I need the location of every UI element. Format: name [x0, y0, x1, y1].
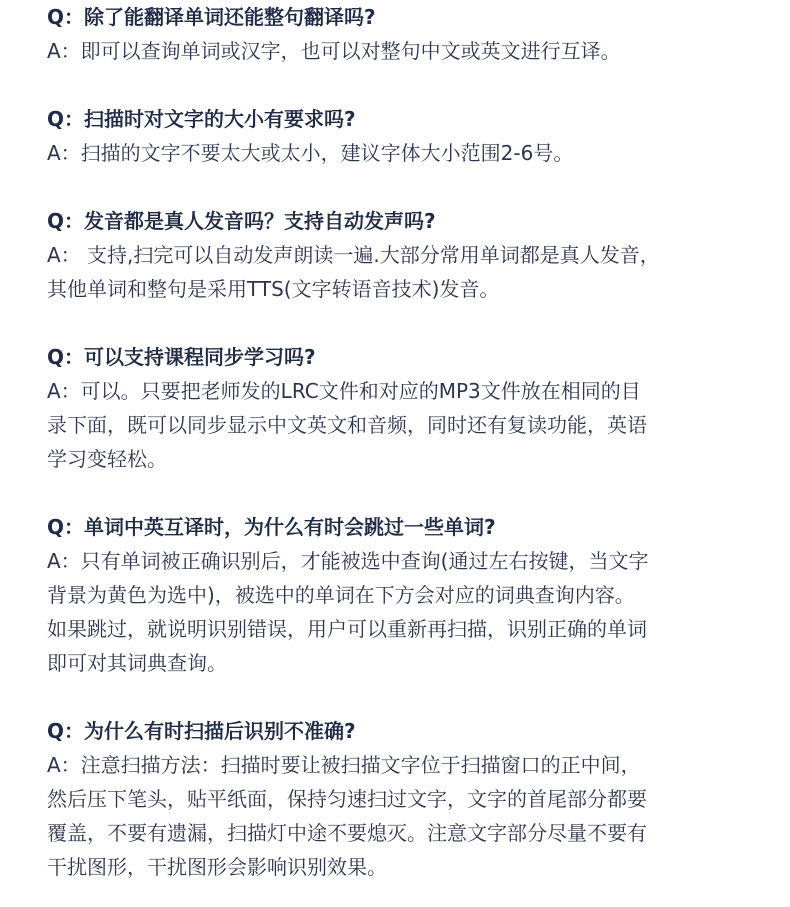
faq-answer-line: A： 支持,扫完可以自动发声朗读一遍.大部分常用单词都是真人发音， [47, 243, 660, 267]
faq-answer-line: 即可对其词典查询。 [47, 651, 227, 675]
faq-answer-line: A：即可以查询单词或汉字，也可以对整句中文或英文进行互译。 [47, 39, 621, 63]
faq-answer-line: A：扫描的文字不要太大或太小，建议字体大小范围2-6号。 [47, 141, 574, 165]
faq-answer-line: 覆盖，不要有遗漏，扫描灯中途不要熄灭。注意文字部分尽量不要有 [47, 821, 647, 845]
faq-question: Q：可以支持课程同步学习吗? [47, 345, 316, 369]
faq-answer-line: A：只有单词被正确识别后，才能被选中查询(通过左右按键，当文字 [47, 549, 649, 573]
faq-question: Q：为什么有时扫描后识别不准确? [47, 719, 356, 743]
faq-question: Q：发音都是真人发音吗？支持自动发声吗? [47, 209, 436, 233]
faq-answer-line: 背景为黄色为选中)，被选中的单词在下方会对应的词典查询内容。 [47, 583, 635, 607]
faq-list [47, 0, 747, 884]
faq-answer-line: 其他单词和整句是采用TTS(文字转语音技术)发音。 [47, 277, 500, 301]
faq-item [47, 714, 747, 884]
faq-item [47, 102, 747, 170]
faq-item [47, 204, 747, 306]
faq-answer-line: 然后压下笔头，贴平纸面，保持匀速扫过文字，文字的首尾部分都要 [47, 787, 647, 811]
faq-question: Q：单词中英互译时，为什么有时会跳过一些单词? [47, 515, 496, 539]
faq-answer-line: 干扰图形，干扰图形会影响识别效果。 [47, 855, 387, 879]
faq-answer-line: 录下面，既可以同步显示中文英文和音频，同时还有复读功能，英语 [47, 413, 647, 437]
faq-item [47, 510, 747, 680]
faq-answer-line: 如果跳过，就说明识别错误，用户可以重新再扫描，识别正确的单词 [47, 617, 647, 641]
faq-question: Q：除了能翻译单词还能整句翻译吗? [47, 5, 376, 29]
faq-answer-line: 学习变轻松。 [47, 447, 167, 471]
faq-answer-line: A：注意扫描方法：扫描时要让被扫描文字位于扫描窗口的正中间， [47, 753, 641, 777]
faq-item [47, 340, 747, 476]
faq-item [47, 0, 747, 68]
faq-answer-line: A：可以。只要把老师发的LRC文件和对应的MP3文件放在相同的目 [47, 379, 641, 403]
faq-question: Q：扫描时对文字的大小有要求吗? [47, 107, 356, 131]
